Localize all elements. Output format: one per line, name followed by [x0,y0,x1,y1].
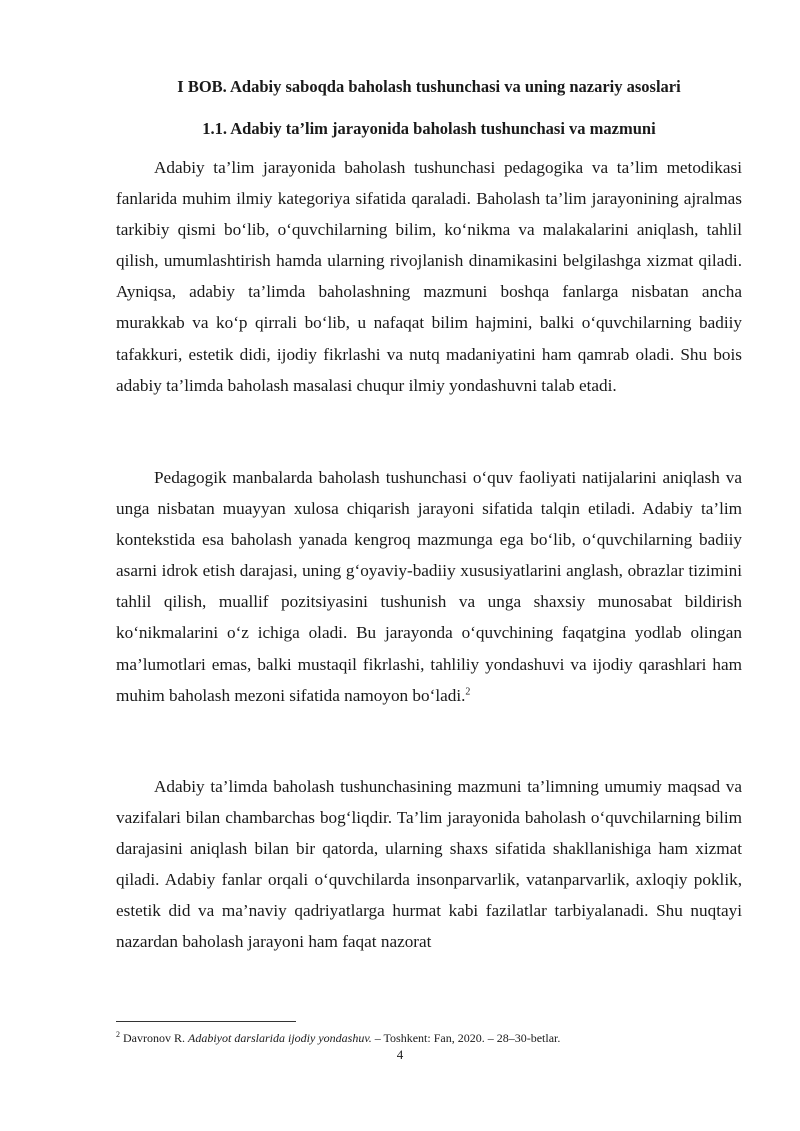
page-number: 4 [396,1047,404,1062]
footnote-author: Davronov R. [123,1031,185,1045]
paragraph-3-text: Adabiy ta’limda baholash tushunchasining mazmuni ta’limning umumiy maqsad va vazifalari bilan chambarchas bog‘liqdir. Ta’lim jarayonida baholash o‘quvchilarning bilim darajasini aniqlash bilan bir qatorda, ularning shaxs sifatida shakllanishiga ham xizmat qiladi. Adabiy fanlar orqali o‘quvchilarda insonparvarlik, vatanparvarlik, axloqiy poklik, estetik did va ma’naviy qadriyatlarga hurmat kabi fazilatlar tarbiyalanadi. Shu nuqtayi nazardan baholash jarayoni ham faqat nazorat [116,777,742,952]
footnote-publication: – Toshkent: Fan, 2020. – 28–30-betlar. [374,1031,561,1045]
paragraph-2 [116,462,742,711]
chapter-heading: I BOB. Adabiy saboqda baholash tushunchasi va uning nazariy asoslari [177,77,681,96]
footnote-title: Adabiyot darslarida ijodiy yondashuv. [188,1031,372,1045]
footnote [116,1031,746,1046]
footnote-reference[interactable]: 2 [465,685,471,697]
paragraph-3 [116,771,742,958]
paragraph-2-text: Pedagogik manbalarda baholash tushunchasi o‘quv faoliyati natijalarini aniqlash va unga nisbatan muayyan xulosa chiqarish jarayoni sifatida talqin etiladi. Adabiy ta’lim kontekstida esa baholash yanada kengroq mazmunga ega bo‘lib, o‘quvchilarning badiiy asarni idrok etish darajasi, uning g‘oyaviy-badiiy xususiyatlarini anglash, obrazlar tizimini tahlil qilish, muallif pozitsiyasini tushunish va unga shaxsiy munosabat bildirish ko‘nikmalarini o‘z ichiga oladi. Bu jarayonda o‘quvchining faqatgina yodlab olingan ma’lumotlari emas, balki mustaqil fikrlashi, tahliliy yondashuvi va ijodiy qarashlari ham muhim baholash mezoni sifatida namoyon bo‘ladi. [116,468,742,705]
paragraph-1 [116,152,742,401]
footnote-separator [116,1021,296,1022]
section-heading: 1.1. Adabiy ta’lim jarayonida baholash tushunchasi va mazmuni [202,119,656,138]
paragraph-1-text: Adabiy ta’lim jarayonida baholash tushunchasi pedagogika va ta’lim metodikasi fanlarida muhim ilmiy kategoriya sifatida qaraladi. Baholash ta’lim jarayonining ajralmas tarkibiy qismi bo‘lib, o‘quvchilarning bilim, ko‘nikma va malakalarini aniqlash, tahlil qilish, umumlashtirish hamda ularning rivojlanish dinamikasini belgilashga xizmat qiladi. Ayniqsa, adabiy ta’limda baholashning mazmuni boshqa fanlarga nisbatan ancha murakkab va ko‘p qirrali bo‘lib, u nafaqat bilim hajmini, balki o‘quvchilarning badiiy tafakkuri, estetik didi, ijodiy fikrlashi va nutq madaniyatini ham qamrab oladi. Shu bois adabiy ta’limda baholash masalasi chuqur ilmiy yondashuvni talab etadi. [116,158,742,395]
footnote-number: 2 [116,1030,120,1039]
